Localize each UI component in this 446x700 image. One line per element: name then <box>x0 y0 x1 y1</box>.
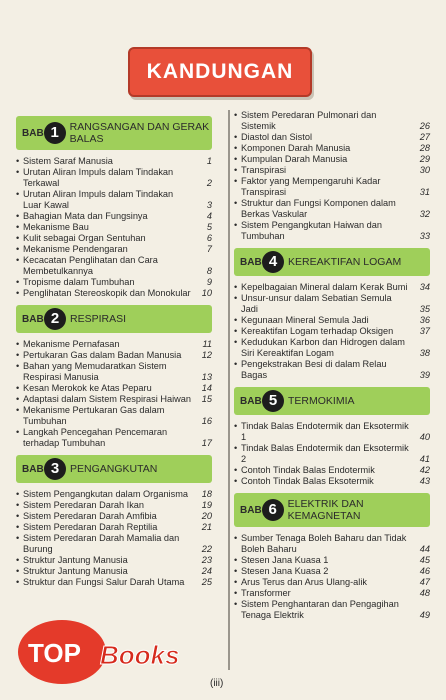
entry-title: Pertukaran Gas dalam Badan Manusia <box>23 350 182 360</box>
chapter-number-badge: 4 <box>262 251 284 273</box>
entry-title: Struktur Jantung Manusia <box>23 566 128 576</box>
entry-title: Kulit sebagai Organ Sentuhan <box>23 233 146 243</box>
entry-title: Transformer <box>241 588 291 598</box>
contents-entry <box>234 220 430 242</box>
contents-entry <box>234 154 430 165</box>
entry-page-number: 7 <box>206 244 212 254</box>
chapter-entries <box>234 282 430 381</box>
entry-page-number: 11 <box>202 339 212 349</box>
chapter-label: BAB <box>240 256 262 268</box>
chapter-number-badge: 1 <box>44 122 66 144</box>
entry-page-number: 8 <box>206 266 212 276</box>
entry-title: Mekanisme Pendengaran <box>23 244 128 254</box>
entry-page-number: 33 <box>419 231 430 241</box>
entry-page-number: 22 <box>201 544 212 554</box>
contents-entry <box>16 350 212 361</box>
entry-page-number: 18 <box>201 489 212 499</box>
contents-entry <box>234 176 430 198</box>
contents-entry <box>16 511 212 522</box>
entry-page-number: 5 <box>206 222 212 232</box>
entry-title: Kegunaan Mineral Semula Jadi <box>241 315 369 325</box>
chapter-header-2 <box>16 305 212 333</box>
entry-page-number: 31 <box>419 187 430 197</box>
entry-page-number: 45 <box>419 555 430 565</box>
entry-title: Bahagian Mata dan Fungsinya <box>23 211 148 221</box>
entry-page-number: 4 <box>206 211 212 221</box>
contents-entry <box>16 522 212 533</box>
entry-title: Sistem Peredaran Darah Reptilia <box>23 522 158 532</box>
entry-page-number: 1 <box>206 156 212 166</box>
entry-page-number: 41 <box>419 454 430 464</box>
chapter-label: BAB <box>22 127 44 139</box>
page-number: (iii) <box>210 678 224 689</box>
chapter-entries <box>16 156 212 299</box>
contents-entry <box>234 476 430 487</box>
contents-entry <box>234 293 430 315</box>
contents-entry <box>16 288 212 299</box>
chapter-entries <box>16 339 212 449</box>
entry-page-number: 16 <box>201 416 212 426</box>
contents-heading: KANDUNGAN <box>146 60 294 83</box>
entry-page-number: 27 <box>419 132 430 142</box>
entry-title: Pengekstrakan Besi di dalam Relau Bagas <box>241 359 387 380</box>
entry-title: Transpirasi <box>241 165 287 175</box>
chapter-number-badge: 5 <box>262 390 284 412</box>
contents-entry <box>16 277 212 288</box>
contents-entry <box>16 500 212 511</box>
entry-page-number: 29 <box>419 154 430 164</box>
entry-title: Stesen Jana Kuasa 2 <box>241 566 329 576</box>
contents-entry <box>16 255 212 277</box>
entry-title: Sistem Peredaran Darah Mamalia dan Burung <box>23 533 180 554</box>
contents-entry <box>16 222 212 233</box>
entry-title: Sistem Peredaran Pulmonari dan Sistemik <box>241 110 377 131</box>
entry-title: Mekanisme Bau <box>23 222 89 232</box>
chapter-number-badge: 6 <box>262 499 284 521</box>
entry-page-number: 34 <box>419 282 430 292</box>
contents-heading-box <box>128 47 312 97</box>
entry-page-number: 10 <box>201 288 212 298</box>
contents-entry <box>16 383 212 394</box>
contents-entry <box>234 533 430 555</box>
contents-entry <box>16 339 212 350</box>
entry-title: Kecacatan Penglihatan dan Cara Membetulkannya <box>23 255 158 276</box>
entry-title: Mekanisme Pernafasan <box>23 339 120 349</box>
entry-title: Tropisme dalam Tumbuhan <box>23 277 135 287</box>
entry-title: Sistem Penghantaran dan Pengagihan Tenaga Elektrik <box>241 599 399 620</box>
chapter-header-1 <box>16 116 212 150</box>
entry-page-number: 12 <box>201 350 212 360</box>
contents-entry <box>16 244 212 255</box>
entry-page-number: 20 <box>201 511 212 521</box>
column-divider <box>228 110 230 670</box>
entry-title: Langkah Pencegahan Pencemaran terhadap Tumbuhan <box>23 427 168 448</box>
entry-title: Contoh Tindak Balas Endotermik <box>241 465 375 475</box>
entry-title: Sistem Pengangkutan dalam Organisma <box>23 489 188 499</box>
contents-entry <box>16 361 212 383</box>
right-column <box>234 110 430 621</box>
top-books-logo <box>10 612 200 686</box>
chapter-title: RESPIRASI <box>70 313 127 325</box>
continued-list <box>234 110 430 242</box>
chapter-title: TERMOKIMIA <box>288 395 355 407</box>
entry-title: Unsur-unsur dalam Sebatian Semula Jadi <box>241 293 392 314</box>
contents-entry <box>16 566 212 577</box>
entry-page-number: 14 <box>201 383 212 393</box>
contents-entry <box>234 359 430 381</box>
entry-page-number: 32 <box>419 209 430 219</box>
contents-entry <box>234 198 430 220</box>
chapter-entries <box>16 489 212 588</box>
entry-title: Contoh Tindak Balas Eksotermik <box>241 476 374 486</box>
entry-title: Urutan Aliran Impuls dalam Tindakan Terkawal <box>23 167 174 188</box>
entry-title: Sistem Peredaran Darah Amfibia <box>23 511 157 521</box>
entry-page-number: 26 <box>419 121 430 131</box>
entry-page-number: 37 <box>419 326 430 336</box>
entry-page-number: 35 <box>419 304 430 314</box>
contents-entry <box>16 189 212 211</box>
contents-entry <box>234 443 430 465</box>
chapter-title: PENGANGKUTAN <box>70 463 158 475</box>
entry-title: Kepelbagaian Mineral dalam Kerak Bumi <box>241 282 408 292</box>
entry-page-number: 2 <box>206 178 212 188</box>
entry-page-number: 6 <box>206 233 212 243</box>
entry-title: Faktor yang Mempengaruhi Kadar Transpirasi <box>241 176 381 197</box>
contents-entry <box>234 555 430 566</box>
entry-title: Kesan Merokok ke Atas Peparu <box>23 383 152 393</box>
logo-top-text: TOP <box>28 638 81 668</box>
contents-entry <box>16 533 212 555</box>
left-column <box>16 110 212 588</box>
contents-entry <box>234 143 430 154</box>
entry-page-number: 48 <box>419 588 430 598</box>
chapter-header-3 <box>16 455 212 483</box>
contents-entry <box>234 282 430 293</box>
entry-title: Penglihatan Stereoskopik dan Monokular <box>23 288 191 298</box>
entry-page-number: 38 <box>419 348 430 358</box>
entry-page-number: 24 <box>201 566 212 576</box>
entry-title: Sistem Pengangkutan Haiwan dan Tumbuhan <box>241 220 382 241</box>
entry-page-number: 15 <box>201 394 212 404</box>
entry-page-number: 46 <box>419 566 430 576</box>
contents-entry <box>16 167 212 189</box>
contents-entry <box>16 427 212 449</box>
contents-entry <box>234 132 430 143</box>
chapter-header-4 <box>234 248 430 276</box>
entry-title: Sistem Saraf Manusia <box>23 156 113 166</box>
contents-entry <box>234 337 430 359</box>
entry-title: Mekanisme Pertukaran Gas dalam Tumbuhan <box>23 405 165 426</box>
contents-entry <box>234 599 430 621</box>
chapter-title: KEREAKTIFAN LOGAM <box>288 256 402 268</box>
entry-page-number: 28 <box>419 143 430 153</box>
contents-entry <box>234 465 430 476</box>
chapter-header-6 <box>234 493 430 527</box>
entry-page-number: 19 <box>201 500 212 510</box>
contents-entry <box>234 566 430 577</box>
chapter-entries <box>234 533 430 621</box>
entry-title: Tindak Balas Endotermik dan Eksotermik 2 <box>241 443 409 464</box>
chapter-label: BAB <box>22 463 44 475</box>
entry-page-number: 23 <box>201 555 212 565</box>
chapter-title: RANGSANGAN DAN GERAK BALAS <box>69 121 210 145</box>
entry-title: Kedudukan Karbon dan Hidrogen dalam Siri Kereaktifan Logam <box>241 337 405 358</box>
entry-title: Struktur Jantung Manusia <box>23 555 128 565</box>
entry-page-number: 30 <box>419 165 430 175</box>
contents-entry <box>16 233 212 244</box>
entry-page-number: 13 <box>201 372 212 382</box>
chapter-number-badge: 2 <box>44 308 66 330</box>
entry-page-number: 36 <box>419 315 430 325</box>
contents-entry <box>234 315 430 326</box>
entry-title: Stesen Jana Kuasa 1 <box>241 555 329 565</box>
chapter-entries <box>234 421 430 487</box>
entry-page-number: 3 <box>206 200 212 210</box>
entry-title: Sistem Peredaran Darah Ikan <box>23 500 145 510</box>
entry-page-number: 25 <box>201 577 212 587</box>
entry-title: Komponen Darah Manusia <box>241 143 351 153</box>
contents-entry <box>234 165 430 176</box>
entry-title: Struktur dan Fungsi Komponen dalam Berkas Vaskular <box>241 198 396 219</box>
contents-entry <box>16 394 212 405</box>
entry-page-number: 9 <box>206 277 212 287</box>
contents-entry <box>16 577 212 588</box>
entry-page-number: 44 <box>419 544 430 554</box>
entry-title: Bahan yang Memudaratkan Sistem Respirasi Manusia <box>23 361 167 382</box>
chapter-number-badge: 3 <box>44 458 66 480</box>
contents-entry <box>16 489 212 500</box>
entry-page-number: 21 <box>201 522 212 532</box>
entry-page-number: 43 <box>419 476 430 486</box>
entry-title: Tindak Balas Endotermik dan Eksotermik 1 <box>241 421 409 442</box>
entry-page-number: 49 <box>419 610 430 620</box>
contents-entry <box>234 577 430 588</box>
chapter-label: BAB <box>240 395 262 407</box>
entry-title: Kereaktifan Logam terhadap Oksigen <box>241 326 394 336</box>
contents-entry <box>16 211 212 222</box>
entry-title: Diastol dan Sistol <box>241 132 312 142</box>
chapter-title: ELEKTRIK DAN KEMAGNETAN <box>287 498 364 522</box>
chapter-label: BAB <box>22 313 44 325</box>
entry-page-number: 39 <box>419 370 430 380</box>
chapter-header-5 <box>234 387 430 415</box>
entry-title: Arus Terus dan Arus Ulang-alik <box>241 577 367 587</box>
entry-title: Sumber Tenaga Boleh Baharu dan Tidak Boleh Baharu <box>241 533 407 554</box>
entry-title: Struktur dan Fungsi Salur Darah Utama <box>23 577 185 587</box>
entry-title: Adaptasi dalam Sistem Respirasi Haiwan <box>23 394 191 404</box>
contents-entry <box>234 421 430 443</box>
entry-title: Kumpulan Darah Manusia <box>241 154 348 164</box>
entry-page-number: 17 <box>201 438 212 448</box>
contents-entry <box>234 588 430 599</box>
contents-entry <box>16 555 212 566</box>
chapter-label: BAB <box>240 504 262 516</box>
entry-title: Urutan Aliran Impuls dalam Tindakan Luar Kawal <box>23 189 174 210</box>
entry-page-number: 42 <box>419 465 430 475</box>
entry-page-number: 40 <box>419 432 430 442</box>
contents-entry <box>234 110 430 132</box>
contents-entry <box>16 405 212 427</box>
logo-books-text: Books <box>100 640 180 670</box>
contents-entry <box>16 156 212 167</box>
entry-page-number: 47 <box>419 577 430 587</box>
contents-entry <box>234 326 430 337</box>
